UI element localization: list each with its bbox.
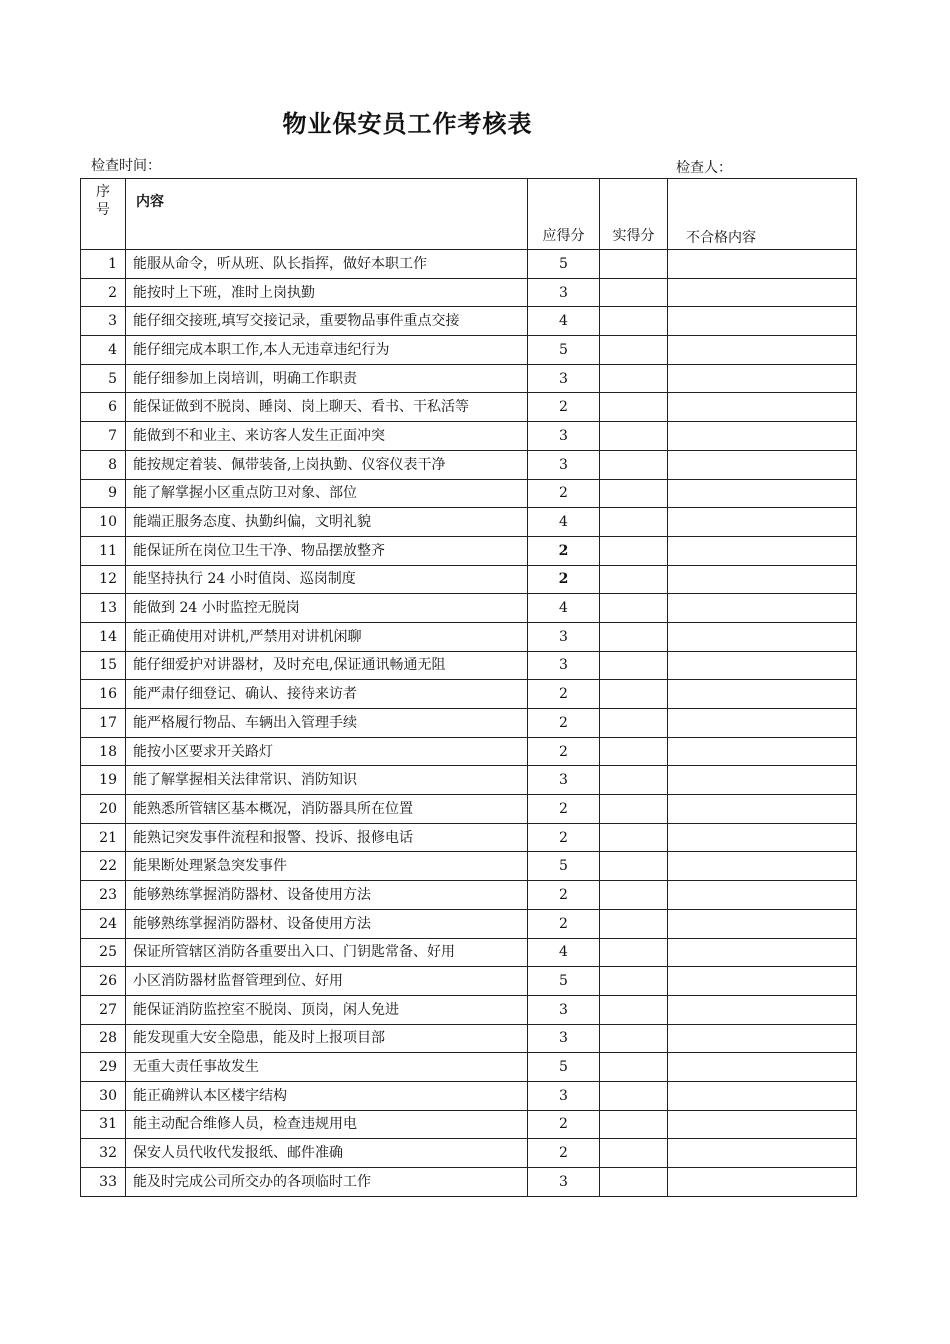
row-fail-content-cell[interactable] — [668, 1168, 857, 1197]
table-row — [81, 1168, 857, 1197]
row-actual-score-cell[interactable] — [600, 1168, 668, 1197]
row-content: 能仔细爱护对讲器材，及时充电,保证通讯畅通无阻 — [126, 651, 528, 680]
row-number: 31 — [81, 1110, 126, 1139]
row-due-score: 3 — [528, 450, 600, 479]
row-content: 能发现重大安全隐患，能及时上报项目部 — [126, 1024, 528, 1053]
row-content: 能正确使用对讲机,严禁用对讲机闲聊 — [126, 622, 528, 651]
row-content: 能果断处理紧急突发事件 — [126, 852, 528, 881]
row-content: 保安人员代收代发报纸、邮件准确 — [126, 1139, 528, 1168]
row-fail-content-cell[interactable] — [668, 651, 857, 680]
page-title: 物业保安员工作考核表 — [282, 110, 533, 138]
row-number: 15 — [81, 651, 126, 680]
row-fail-content-cell[interactable] — [668, 307, 857, 336]
row-content: 能仔细参加上岗培训，明确工作职责 — [126, 364, 528, 393]
row-actual-score-cell[interactable] — [600, 852, 668, 881]
row-content: 能服从命令，听从班、队长指挥，做好本职工作 — [126, 250, 528, 279]
row-content: 能保证所在岗位卫生干净、物品摆放整齐 — [126, 536, 528, 565]
row-fail-content-cell[interactable] — [668, 852, 857, 881]
row-fail-content-cell[interactable] — [668, 1024, 857, 1053]
row-content: 保证所管辖区消防各重要出入口、门钥匙常备、好用 — [126, 938, 528, 967]
row-number: 33 — [81, 1168, 126, 1197]
inspector-label: 检查人： — [676, 160, 732, 176]
table-row — [81, 995, 857, 1024]
row-due-score: 5 — [528, 250, 600, 279]
row-actual-score-cell[interactable] — [600, 967, 668, 996]
header-no-line1: 序 — [96, 184, 110, 200]
table-row — [81, 795, 857, 824]
row-content: 能熟悉所管辖区基本概况，消防器具所在位置 — [126, 795, 528, 824]
row-actual-score-cell[interactable] — [600, 766, 668, 795]
row-content: 能够熟练掌握消防器材、设备使用方法 — [126, 881, 528, 910]
row-due-score: 3 — [528, 766, 600, 795]
row-number: 3 — [81, 307, 126, 336]
check-time-label: 检查时间： — [91, 158, 161, 174]
row-number: 30 — [81, 1081, 126, 1110]
table-row — [81, 393, 857, 422]
row-number: 14 — [81, 622, 126, 651]
row-due-score: 2 — [528, 909, 600, 938]
header-due-score: 应得分 — [528, 179, 600, 250]
row-fail-content-cell[interactable] — [668, 938, 857, 967]
row-content: 能保证做到不脱岗、睡岗、岗上聊天、看书、干私活等 — [126, 393, 528, 422]
row-content: 能了解掌握相关法律常识、消防知识 — [126, 766, 528, 795]
row-fail-content-cell[interactable] — [668, 250, 857, 279]
row-due-score: 3 — [528, 995, 600, 1024]
row-number: 29 — [81, 1053, 126, 1082]
row-due-score: 5 — [528, 1053, 600, 1082]
row-fail-content-cell[interactable] — [668, 1139, 857, 1168]
row-content: 能按小区要求开关路灯 — [126, 737, 528, 766]
row-fail-content-cell[interactable] — [668, 795, 857, 824]
row-content: 无重大责任事故发生 — [126, 1053, 528, 1082]
table-row — [81, 852, 857, 881]
row-due-score: 3 — [528, 622, 600, 651]
row-number: 32 — [81, 1139, 126, 1168]
row-number: 1 — [81, 250, 126, 279]
assessment-table — [80, 178, 857, 1197]
row-fail-content-cell[interactable] — [668, 881, 857, 910]
row-number: 24 — [81, 909, 126, 938]
row-fail-content-cell[interactable] — [668, 1053, 857, 1082]
row-due-score: 5 — [528, 336, 600, 365]
row-fail-content-cell[interactable] — [668, 364, 857, 393]
table-row — [81, 1139, 857, 1168]
row-actual-score-cell[interactable] — [600, 737, 668, 766]
row-fail-content-cell[interactable] — [668, 967, 857, 996]
header-actual-score: 实得分 — [600, 179, 668, 250]
row-due-score: 4 — [528, 938, 600, 967]
header-no-line2: 号 — [96, 202, 110, 218]
row-actual-score-cell[interactable] — [600, 565, 668, 594]
row-due-score: 2 — [528, 1139, 600, 1168]
row-due-score: 2 — [528, 1110, 600, 1139]
row-due-score: 2 — [528, 795, 600, 824]
row-due-score: 3 — [528, 1168, 600, 1197]
row-content: 能熟记突发事件流程和报警、投诉、报修电话 — [126, 823, 528, 852]
row-due-score: 3 — [528, 651, 600, 680]
row-number: 25 — [81, 938, 126, 967]
row-fail-content-cell[interactable] — [668, 823, 857, 852]
row-fail-content-cell[interactable] — [668, 594, 857, 623]
row-due-score: 2 — [528, 479, 600, 508]
row-fail-content-cell[interactable] — [668, 565, 857, 594]
table-row — [81, 766, 857, 795]
row-due-score: 2 — [528, 393, 600, 422]
row-actual-score-cell[interactable] — [600, 909, 668, 938]
table-row — [81, 422, 857, 451]
row-actual-score-cell[interactable] — [600, 250, 668, 279]
table-header-row — [81, 179, 857, 250]
row-actual-score-cell[interactable] — [600, 1053, 668, 1082]
row-number: 18 — [81, 737, 126, 766]
row-number: 8 — [81, 450, 126, 479]
table-body — [81, 250, 857, 1197]
row-actual-score-cell[interactable] — [600, 594, 668, 623]
table-row — [81, 1110, 857, 1139]
row-actual-score-cell[interactable] — [600, 450, 668, 479]
row-fail-content-cell[interactable] — [668, 709, 857, 738]
row-content: 能做到 24 小时监控无脱岗 — [126, 594, 528, 623]
row-actual-score-cell[interactable] — [600, 881, 668, 910]
table-row — [81, 450, 857, 479]
row-number: 21 — [81, 823, 126, 852]
row-actual-score-cell[interactable] — [600, 680, 668, 709]
row-fail-content-cell[interactable] — [668, 737, 857, 766]
row-number: 7 — [81, 422, 126, 451]
row-due-score: 5 — [528, 967, 600, 996]
table-row — [81, 967, 857, 996]
row-actual-score-cell[interactable] — [600, 938, 668, 967]
table-row — [81, 1053, 857, 1082]
row-number: 19 — [81, 766, 126, 795]
row-content: 小区消防器材监督管理到位、好用 — [126, 967, 528, 996]
row-content: 能够熟练掌握消防器材、设备使用方法 — [126, 909, 528, 938]
header-no — [81, 179, 126, 250]
row-actual-score-cell[interactable] — [600, 651, 668, 680]
row-fail-content-cell[interactable] — [668, 622, 857, 651]
row-due-score: 3 — [528, 1024, 600, 1053]
table-row — [81, 364, 857, 393]
row-fail-content-cell[interactable] — [668, 1081, 857, 1110]
row-content: 能严肃仔细登记、确认、接待来访者 — [126, 680, 528, 709]
table-row — [81, 909, 857, 938]
row-actual-score-cell[interactable] — [600, 336, 668, 365]
table-row — [81, 250, 857, 279]
row-content: 能端正服务态度、执勤纠偏，文明礼貌 — [126, 508, 528, 537]
row-due-score: 2 — [528, 709, 600, 738]
row-number: 20 — [81, 795, 126, 824]
row-actual-score-cell[interactable] — [600, 709, 668, 738]
row-actual-score-cell[interactable] — [600, 823, 668, 852]
row-fail-content-cell[interactable] — [668, 336, 857, 365]
row-due-score: 4 — [528, 594, 600, 623]
row-fail-content-cell[interactable] — [668, 536, 857, 565]
table-row — [81, 680, 857, 709]
row-actual-score-cell[interactable] — [600, 393, 668, 422]
table-row — [81, 479, 857, 508]
header-content: 内容 — [126, 179, 528, 250]
row-actual-score-cell[interactable] — [600, 1110, 668, 1139]
row-actual-score-cell[interactable] — [600, 364, 668, 393]
row-number: 17 — [81, 709, 126, 738]
row-due-score: 2 — [528, 565, 600, 594]
row-actual-score-cell[interactable] — [600, 1139, 668, 1168]
table-row — [81, 651, 857, 680]
row-actual-score-cell[interactable] — [600, 307, 668, 336]
row-actual-score-cell[interactable] — [600, 508, 668, 537]
row-number: 2 — [81, 278, 126, 307]
row-due-score: 2 — [528, 737, 600, 766]
table-row — [81, 536, 857, 565]
row-fail-content-cell[interactable] — [668, 422, 857, 451]
row-due-score: 2 — [528, 823, 600, 852]
table-row — [81, 881, 857, 910]
row-number: 26 — [81, 967, 126, 996]
row-content: 能保证消防监控室不脱岗、顶岗，闲人免进 — [126, 995, 528, 1024]
row-number: 13 — [81, 594, 126, 623]
row-number: 22 — [81, 852, 126, 881]
row-fail-content-cell[interactable] — [668, 393, 857, 422]
row-number: 9 — [81, 479, 126, 508]
row-number: 16 — [81, 680, 126, 709]
row-number: 4 — [81, 336, 126, 365]
table-row — [81, 1081, 857, 1110]
row-actual-score-cell[interactable] — [600, 995, 668, 1024]
table-row — [81, 622, 857, 651]
row-actual-score-cell[interactable] — [600, 1024, 668, 1053]
row-actual-score-cell[interactable] — [600, 479, 668, 508]
row-fail-content-cell[interactable] — [668, 278, 857, 307]
row-due-score: 3 — [528, 278, 600, 307]
row-actual-score-cell[interactable] — [600, 422, 668, 451]
table-row — [81, 938, 857, 967]
row-due-score: 3 — [528, 422, 600, 451]
row-actual-score-cell[interactable] — [600, 536, 668, 565]
row-number: 23 — [81, 881, 126, 910]
table-row — [81, 823, 857, 852]
row-content: 能按时上下班，准时上岗执勤 — [126, 278, 528, 307]
row-content: 能主动配合维修人员，检查违规用电 — [126, 1110, 528, 1139]
table-row — [81, 1024, 857, 1053]
row-number: 5 — [81, 364, 126, 393]
row-number: 12 — [81, 565, 126, 594]
row-due-score: 2 — [528, 881, 600, 910]
row-actual-score-cell[interactable] — [600, 1081, 668, 1110]
row-fail-content-cell[interactable] — [668, 479, 857, 508]
row-due-score: 3 — [528, 1081, 600, 1110]
table-row — [81, 278, 857, 307]
table-row — [81, 336, 857, 365]
table-row — [81, 307, 857, 336]
row-fail-content-cell[interactable] — [668, 508, 857, 537]
row-content: 能坚持执行 24 小时值岗、巡岗制度 — [126, 565, 528, 594]
row-number: 6 — [81, 393, 126, 422]
row-due-score: 3 — [528, 364, 600, 393]
row-content: 能仔细交接班,填写交接记录，重要物品事件重点交接 — [126, 307, 528, 336]
row-actual-score-cell[interactable] — [600, 795, 668, 824]
row-content: 能及时完成公司所交办的各项临时工作 — [126, 1168, 528, 1197]
row-due-score: 2 — [528, 680, 600, 709]
row-number: 28 — [81, 1024, 126, 1053]
row-due-score: 5 — [528, 852, 600, 881]
table-row — [81, 565, 857, 594]
row-number: 10 — [81, 508, 126, 537]
row-actual-score-cell[interactable] — [600, 622, 668, 651]
header-fail-content: 不合格内容 — [668, 179, 857, 250]
row-content: 能了解掌握小区重点防卫对象、部位 — [126, 479, 528, 508]
row-actual-score-cell[interactable] — [600, 278, 668, 307]
row-fail-content-cell[interactable] — [668, 995, 857, 1024]
row-due-score: 2 — [528, 536, 600, 565]
row-due-score: 4 — [528, 307, 600, 336]
table-row — [81, 594, 857, 623]
table-row — [81, 709, 857, 738]
row-content: 能仔细完成本职工作,本人无违章违纪行为 — [126, 336, 528, 365]
row-fail-content-cell[interactable] — [668, 680, 857, 709]
row-content: 能按规定着装、佩带装备,上岗执勤、仪容仪表干净 — [126, 450, 528, 479]
row-number: 11 — [81, 536, 126, 565]
table-row — [81, 508, 857, 537]
row-number: 27 — [81, 995, 126, 1024]
row-content: 能正确辨认本区楼宇结构 — [126, 1081, 528, 1110]
row-fail-content-cell[interactable] — [668, 450, 857, 479]
row-fail-content-cell[interactable] — [668, 1110, 857, 1139]
row-fail-content-cell[interactable] — [668, 909, 857, 938]
row-content: 能做到不和业主、来访客人发生正面冲突 — [126, 422, 528, 451]
table-row — [81, 737, 857, 766]
row-fail-content-cell[interactable] — [668, 766, 857, 795]
row-content: 能严格履行物品、车辆出入管理手续 — [126, 709, 528, 738]
row-due-score: 4 — [528, 508, 600, 537]
